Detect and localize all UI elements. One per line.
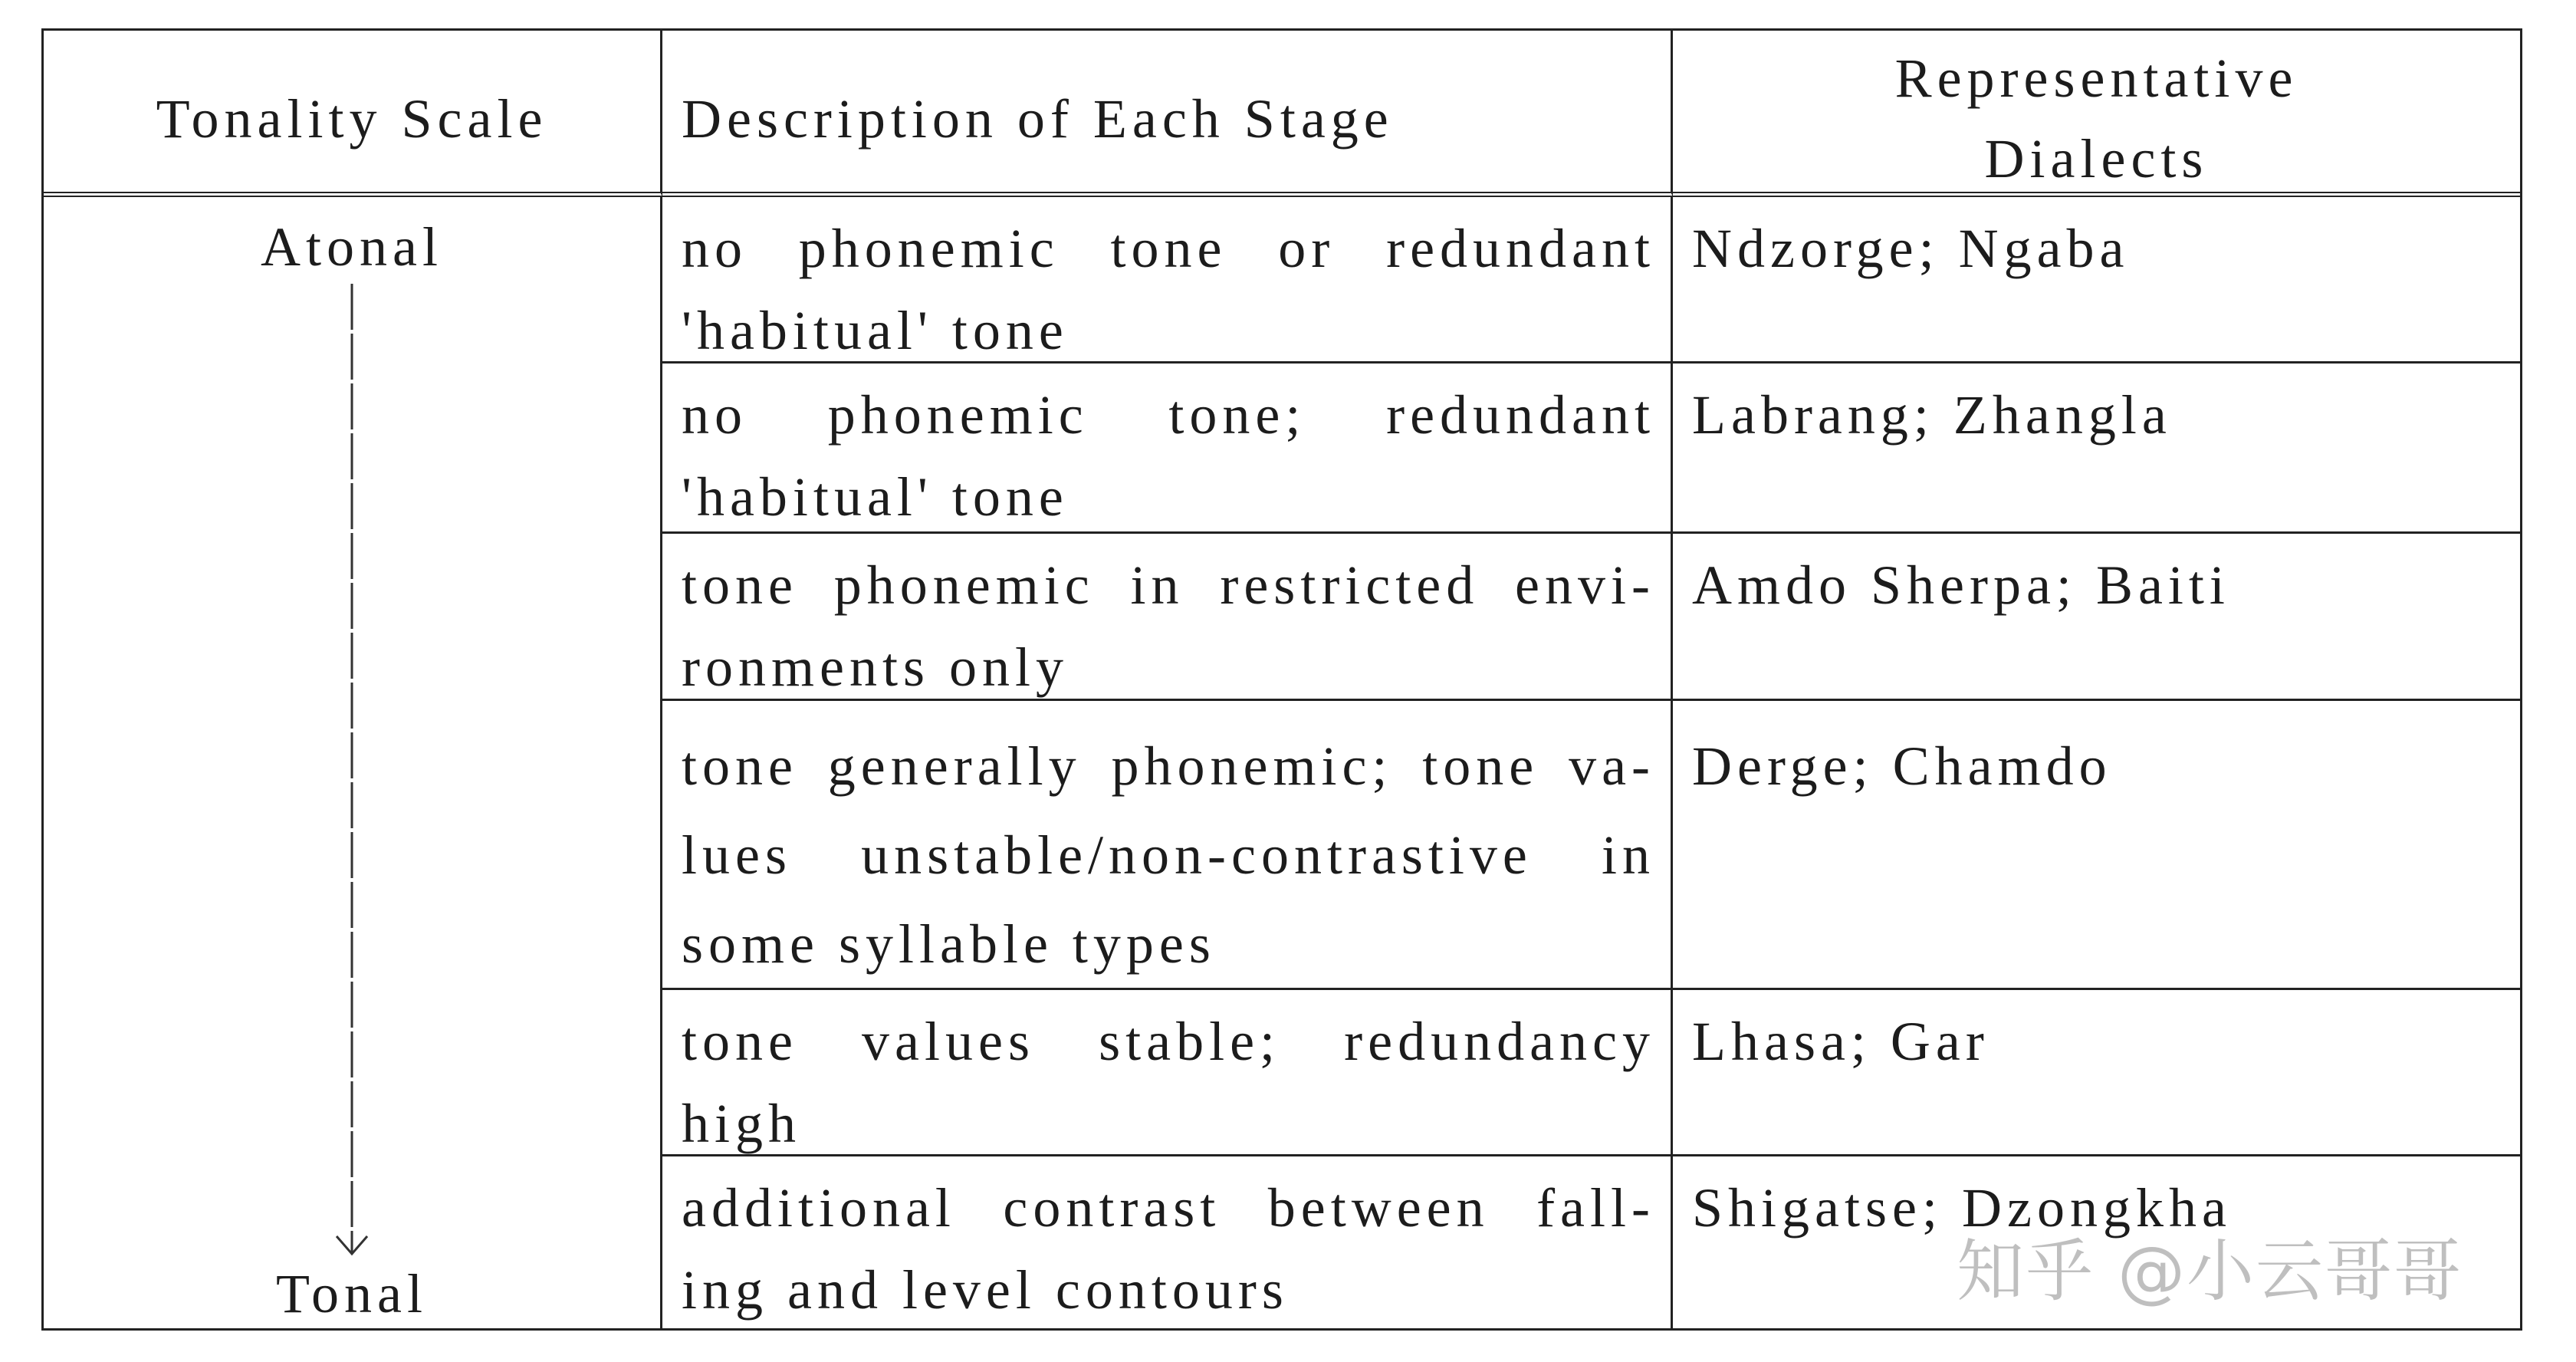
header-tonality-scale-label: Tonality Scale <box>156 87 548 150</box>
tonality-scale-column <box>44 197 662 1328</box>
stage-description-cell <box>662 990 1673 1156</box>
header-dialects-line: Dialects <box>1984 128 2209 189</box>
dialects-cell: Shigatse; Dzongkha <box>1692 1177 2232 1239</box>
description-line: lues unstable/non-contrastive in <box>682 824 1655 886</box>
stage-description-cell <box>662 1156 1673 1328</box>
dialects-cell: Lhasa; Gar <box>1673 990 2520 1156</box>
description-line: tone generally phonemic; tone va- <box>682 735 1655 797</box>
down-arrow-icon <box>329 280 375 1262</box>
description-line: tone phonemic in restricted envi- <box>682 554 1655 616</box>
header-tonality-scale <box>44 31 662 197</box>
dialects-cell: Ndzorge; Ngaba <box>1673 197 2520 364</box>
description-line: ing and level contours <box>682 1259 1289 1321</box>
tonality-table <box>41 28 2522 1331</box>
scale-start-label: Atonal <box>261 216 443 278</box>
scale-end-label: Tonal <box>276 1263 428 1324</box>
description-line: no phonemic tone or redundant <box>682 218 1655 279</box>
stage-description-cell <box>662 701 1673 990</box>
description-line: some syllable types <box>682 913 1216 975</box>
header-description <box>662 31 1673 197</box>
description-line: tone values stable; redundancy <box>682 1011 1655 1072</box>
description-line: 'habitual' tone <box>682 300 1069 361</box>
description-line: no phonemic tone; redundant <box>682 384 1655 446</box>
dialects-cell: Amdo Sherpa; Baiti <box>1673 534 2520 701</box>
description-line: high <box>682 1093 802 1154</box>
description-line: ronments only <box>682 637 1069 698</box>
dialects-cell: Labrang; Zhangla <box>1673 364 2520 534</box>
header-dialects-line: Representative <box>1894 48 2298 109</box>
stage-description-cell <box>662 534 1673 701</box>
header-description-label: Description of Each Stage <box>682 87 1394 150</box>
description-line: additional contrast between fall- <box>682 1177 1655 1239</box>
watermark: 知乎 @小云哥哥 <box>1957 1232 2463 1311</box>
stage-description-cell <box>662 364 1673 534</box>
description-line: 'habitual' tone <box>682 466 1069 528</box>
dialects-cell: Derge; Chamdo <box>1673 701 2520 990</box>
header-dialects <box>1673 31 2520 197</box>
stage-description-cell <box>662 197 1673 364</box>
